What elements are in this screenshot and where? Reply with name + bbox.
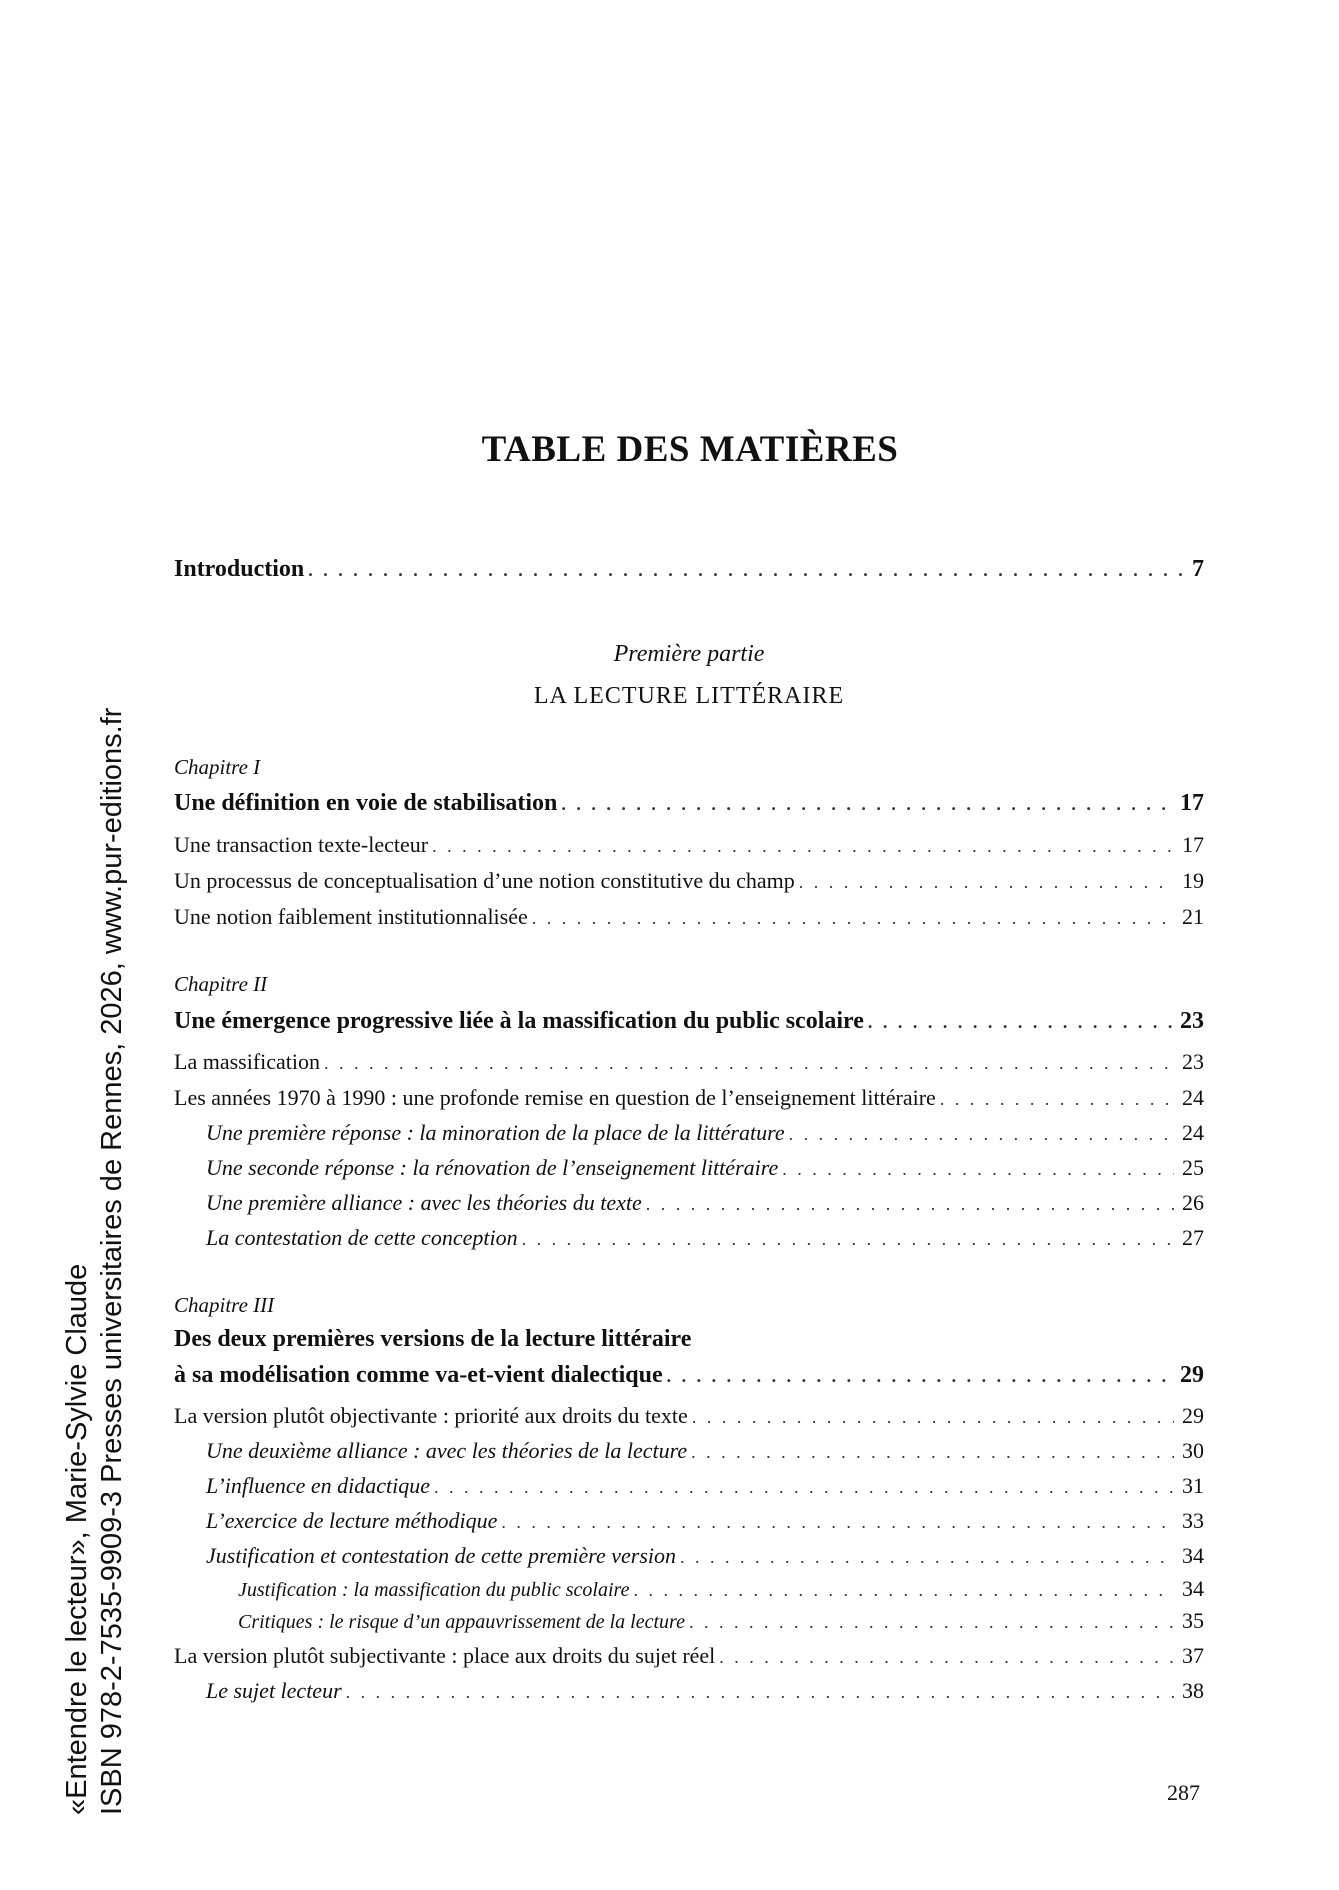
toc-page-number: 37 <box>1182 1643 1204 1668</box>
toc-page-number: 17 <box>1180 790 1204 816</box>
leader-dots <box>646 1194 1174 1215</box>
toc-entry[interactable] <box>174 1403 1204 1429</box>
toc-entry-label: L’influence en didactique <box>206 1473 431 1498</box>
toc-entry-label: Une deuxième alliance : avec les théories de la lecture <box>206 1438 688 1463</box>
toc-page-number: 31 <box>1182 1473 1204 1498</box>
leader-dots <box>561 794 1172 815</box>
toc-entry-label: Critiques : le risque d’un appauvrissement de la lecture <box>238 1611 685 1633</box>
toc-page-number: 25 <box>1182 1155 1204 1180</box>
toc-subsubentry[interactable] <box>238 1608 1204 1634</box>
toc-entry-label: L’exercice de lecture méthodique <box>206 1508 498 1533</box>
toc-entry-label: Un processus de conceptualisation d’une notion constitutive du champ <box>174 868 795 893</box>
toc-page-number: 24 <box>1182 1120 1204 1145</box>
chapter-label: Chapitre I <box>174 755 261 779</box>
leader-dots <box>308 560 1184 581</box>
toc-entry[interactable] <box>174 1643 1204 1669</box>
toc-page-number: 30 <box>1182 1438 1204 1463</box>
toc-subentry[interactable] <box>206 1473 1204 1499</box>
leader-dots <box>691 1442 1174 1463</box>
leader-dots <box>432 836 1174 857</box>
toc-chapter-heading-line: Des deux premières versions de la lecture littéraire <box>174 1326 692 1352</box>
toc-subentry[interactable] <box>206 1438 1204 1464</box>
toc-page-number: 21 <box>1182 904 1204 929</box>
leader-dots <box>868 1012 1172 1033</box>
toc-entry-label: à sa modélisation comme va-et-vient dialectique <box>174 1362 663 1388</box>
leader-dots <box>940 1089 1174 1110</box>
toc-page-number: 26 <box>1182 1190 1204 1215</box>
toc-entry-label: Une première alliance : avec les théories du texte <box>206 1190 642 1215</box>
leader-dots <box>532 908 1174 929</box>
leader-dots <box>789 1124 1174 1145</box>
toc-entry[interactable] <box>174 868 1204 894</box>
toc-page-number: 29 <box>1182 1403 1204 1428</box>
toc-subentry[interactable] <box>206 1120 1204 1146</box>
toc-subsubentry[interactable] <box>238 1576 1204 1602</box>
leader-dots <box>346 1682 1174 1703</box>
toc-page-number: 23 <box>1180 1008 1204 1034</box>
toc-entry-label: Une émergence progressive liée à la massification du public scolaire <box>174 1008 864 1034</box>
toc-page-number: 35 <box>1182 1608 1204 1633</box>
leader-dots <box>501 1512 1174 1533</box>
toc-entry-label: Une seconde réponse : la rénovation de l’enseignement littéraire <box>206 1155 779 1180</box>
toc-entry-label: La version plutôt objectivante : priorité aux droits du texte <box>174 1403 688 1428</box>
toc-entry-label: La contestation de cette conception <box>206 1225 518 1250</box>
toc-page-number: 34 <box>1182 1543 1204 1568</box>
toc-page-number: 7 <box>1192 556 1204 582</box>
toc-page-number: 33 <box>1182 1508 1204 1533</box>
toc-chapter-heading[interactable] <box>174 1362 1204 1389</box>
toc-page-number: 24 <box>1182 1085 1204 1110</box>
leader-dots <box>692 1407 1174 1428</box>
toc-subentry[interactable] <box>206 1190 1204 1216</box>
part-label: Première partie <box>613 641 765 667</box>
toc-entry-label: Justification : la massification du public scolaire <box>238 1579 630 1601</box>
toc-entry-label: Les années 1970 à 1990 : une profonde remise en question de l’enseignement littéraire <box>174 1085 936 1110</box>
leader-dots <box>522 1229 1174 1250</box>
leader-dots <box>667 1366 1172 1387</box>
toc-page-number: 23 <box>1182 1049 1204 1074</box>
toc-page-number: 34 <box>1182 1576 1204 1601</box>
toc-entry[interactable] <box>174 1049 1204 1075</box>
chapter-label: Chapitre II <box>174 972 268 996</box>
leader-dots <box>324 1053 1174 1074</box>
toc-entry-label: Le sujet lecteur <box>206 1678 342 1703</box>
toc-page-number: 27 <box>1182 1225 1204 1250</box>
leader-dots <box>434 1477 1174 1498</box>
toc-subentry[interactable] <box>206 1225 1204 1251</box>
sidebar-line-2: ISBN 978-2-7535-9909-3 Presses universitaires de Rennes, 2026, www.pur-editions.fr <box>96 707 128 1815</box>
toc-entry-label: Une transaction texte-lecteur <box>174 832 429 857</box>
toc-page-number: 19 <box>1182 868 1204 893</box>
toc-entry[interactable] <box>174 832 1204 858</box>
toc-entry-label: Introduction <box>174 556 305 582</box>
toc-chapter-heading[interactable] <box>174 1008 1204 1035</box>
part-title: LA LECTURE LITTÉRAIRE <box>533 683 845 709</box>
toc-entry-label: Une première réponse : la minoration de la place de la littérature <box>206 1120 785 1145</box>
toc-subentry[interactable] <box>206 1678 1204 1704</box>
toc-entry-introduction[interactable] <box>174 556 1204 583</box>
chapter-label: Chapitre III <box>174 1293 275 1317</box>
toc-entry-label: Justification et contestation de cette première version <box>206 1543 677 1568</box>
copyright-sidebar <box>60 615 130 1815</box>
leader-dots <box>799 872 1174 893</box>
toc-page-number: 38 <box>1182 1678 1204 1703</box>
toc-page-number: 17 <box>1182 832 1204 857</box>
toc-subentry[interactable] <box>206 1543 1204 1569</box>
toc-entry-label: La massification <box>174 1049 321 1074</box>
toc-entry-label: Une notion faiblement institutionnalisée <box>174 904 528 929</box>
leader-dots <box>633 1580 1174 1601</box>
toc-subentry[interactable] <box>206 1155 1204 1181</box>
toc-subentry[interactable] <box>206 1508 1204 1534</box>
toc-chapter-heading[interactable] <box>174 790 1204 817</box>
sidebar-line-1: «Entendre le lecteur», Marie-Sylvie Claude <box>61 1263 93 1815</box>
toc-entry-label: La version plutôt subjectivante : place aux droits du sujet réel <box>174 1643 716 1668</box>
page-number: 287 <box>1167 1780 1200 1805</box>
leader-dots <box>689 1612 1174 1633</box>
toc-entry[interactable] <box>174 904 1204 930</box>
toc-page-number: 29 <box>1180 1362 1204 1388</box>
leader-dots <box>782 1159 1174 1180</box>
toc-entry-label: Une définition en voie de stabilisation <box>174 790 558 816</box>
leader-dots <box>719 1647 1174 1668</box>
leader-dots <box>680 1547 1174 1568</box>
toc-entry[interactable] <box>174 1085 1204 1111</box>
page-title: TABLE DES MATIÈRES <box>481 429 899 470</box>
